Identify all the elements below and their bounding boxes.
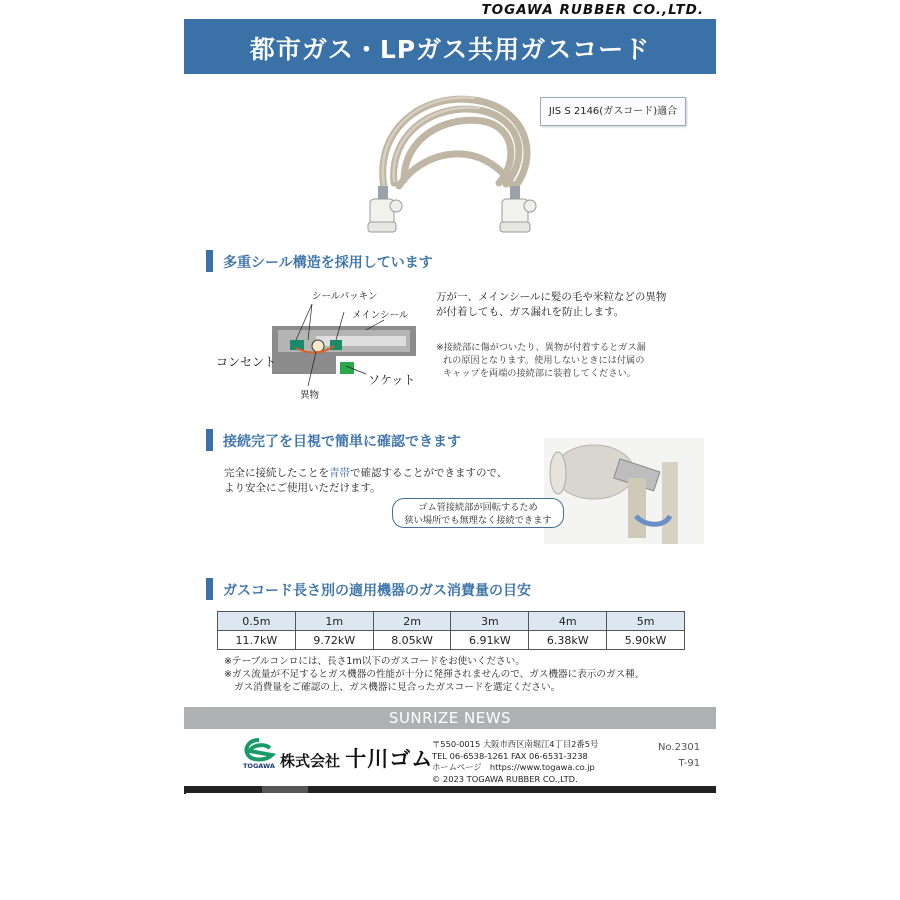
company-prefix: 株式会社 bbox=[280, 752, 341, 770]
rotation-callout bbox=[392, 498, 564, 528]
tel-fax-line: TEL 06-6538-1261 FAX 06-6531-3238 bbox=[432, 750, 588, 761]
right-coupler bbox=[510, 186, 520, 200]
table-cell: 11.7kW bbox=[218, 631, 296, 650]
news-banner: SUNRIZE NEWS bbox=[184, 707, 716, 729]
label-socket: ソケット bbox=[368, 373, 416, 387]
company-main-name: 十川ゴム bbox=[345, 747, 434, 771]
table-row-consumption bbox=[218, 631, 685, 650]
section-title: ガスコード長さ別の適用機器のガス消費量の目安 bbox=[223, 583, 531, 599]
note-line: キャップを両端の接続部に装着してください。 bbox=[443, 368, 636, 379]
table-cell: 6.38kW bbox=[529, 631, 607, 650]
gas-cord-product-image bbox=[364, 88, 564, 238]
company-name bbox=[280, 743, 433, 773]
title-bar bbox=[184, 19, 716, 74]
document-number bbox=[658, 740, 700, 772]
left-coupler bbox=[378, 186, 388, 200]
table-cell: 4m bbox=[529, 612, 607, 631]
visual-check-description bbox=[224, 466, 524, 496]
table-row-lengths bbox=[218, 612, 685, 631]
label-seal-packing: シールパッキン bbox=[312, 291, 378, 302]
note-line: ※ガス流量が不足するとガス機器の性能が十分に発揮されませんので、ガス機器に表示のガス種、 bbox=[224, 669, 645, 680]
consumption-table bbox=[217, 611, 685, 650]
page-title: 都市ガス・LPガス共用ガスコード bbox=[249, 35, 651, 64]
multi-seal-note bbox=[436, 341, 696, 380]
bottom-bar bbox=[184, 786, 716, 793]
desc-text: 完全に接続したことを bbox=[224, 467, 329, 479]
table-cell: 5.90kW bbox=[607, 631, 685, 650]
doc-code: T-91 bbox=[678, 758, 701, 769]
table-cell: 9.72kW bbox=[295, 631, 373, 650]
table-cell: 2m bbox=[373, 612, 451, 631]
table-cell: 3m bbox=[451, 612, 529, 631]
label-outlet: コンセント bbox=[216, 355, 277, 369]
connector-photo bbox=[544, 438, 704, 544]
heading-accent-bar bbox=[206, 429, 213, 451]
note-line: れの原因となります。使用しないときには付属の bbox=[443, 355, 645, 366]
heading-accent-bar bbox=[206, 578, 213, 600]
table-cell: 1m bbox=[295, 612, 373, 631]
doc-number: No.2301 bbox=[658, 742, 701, 753]
jis-standard-badge: JIS S 2146(ガスコード)適合 bbox=[540, 97, 686, 126]
note-line: ※接続部に傷がついたり、異物が付着するとガス漏 bbox=[436, 342, 646, 353]
flyer-page bbox=[184, 0, 716, 792]
address-line: 〒550-0015 大阪市西区南堀江4丁目2番5号 bbox=[432, 739, 599, 749]
desc-text: で確認することができますので、 bbox=[350, 467, 508, 479]
multi-seal-description bbox=[436, 290, 686, 320]
desc-line: より安全にご使用いただけます。 bbox=[224, 482, 381, 494]
note-line: ガス消費量をご確認の上、ガス機器に見合ったガスコードを選定ください。 bbox=[234, 682, 561, 693]
note-line: ※テーブルコンロには、長さ1m以下のガスコードをお使いください。 bbox=[224, 656, 525, 667]
copyright-line: © 2023 TOGAWA RUBBER CO.,LTD. bbox=[432, 773, 578, 784]
table-cell: 8.05kW bbox=[373, 631, 451, 650]
company-address bbox=[432, 739, 598, 785]
homepage-link[interactable]: ホームページ https://www.togawa.co.jp bbox=[432, 762, 595, 772]
callout-line: 狭い場所でも無理なく接続できます bbox=[404, 515, 552, 526]
section-title: 多重シール構造を採用しています bbox=[223, 255, 433, 271]
table-cell: 5m bbox=[607, 612, 685, 631]
section-title: 接続完了を目視で簡単に確認できます bbox=[223, 434, 461, 450]
page-gap bbox=[184, 555, 716, 568]
desc-line: が付着しても、ガス漏れを防止します。 bbox=[436, 306, 625, 318]
togawa-logo-icon bbox=[242, 737, 276, 769]
desc-line: 万が一、メインシールに髪の毛や米粒などの異物 bbox=[436, 291, 667, 303]
logo-caption: TOGAWA bbox=[243, 762, 275, 769]
label-foreign-matter: 異物 bbox=[300, 390, 320, 401]
blue-band-text: 青帯 bbox=[329, 467, 350, 479]
label-main-seal: メインシール bbox=[352, 310, 409, 321]
consumption-notes bbox=[224, 655, 684, 694]
brand-name: TOGAWA RUBBER CO.,LTD. bbox=[481, 2, 704, 18]
table-cell: 0.5m bbox=[218, 612, 296, 631]
heading-accent-bar bbox=[206, 250, 213, 272]
desc-line bbox=[224, 466, 524, 481]
seal-structure-diagram bbox=[216, 286, 428, 406]
table-cell: 6.91kW bbox=[451, 631, 529, 650]
callout-line: ゴム管接続部が回転するため bbox=[418, 502, 538, 513]
bottom-bar-nub bbox=[262, 786, 308, 793]
